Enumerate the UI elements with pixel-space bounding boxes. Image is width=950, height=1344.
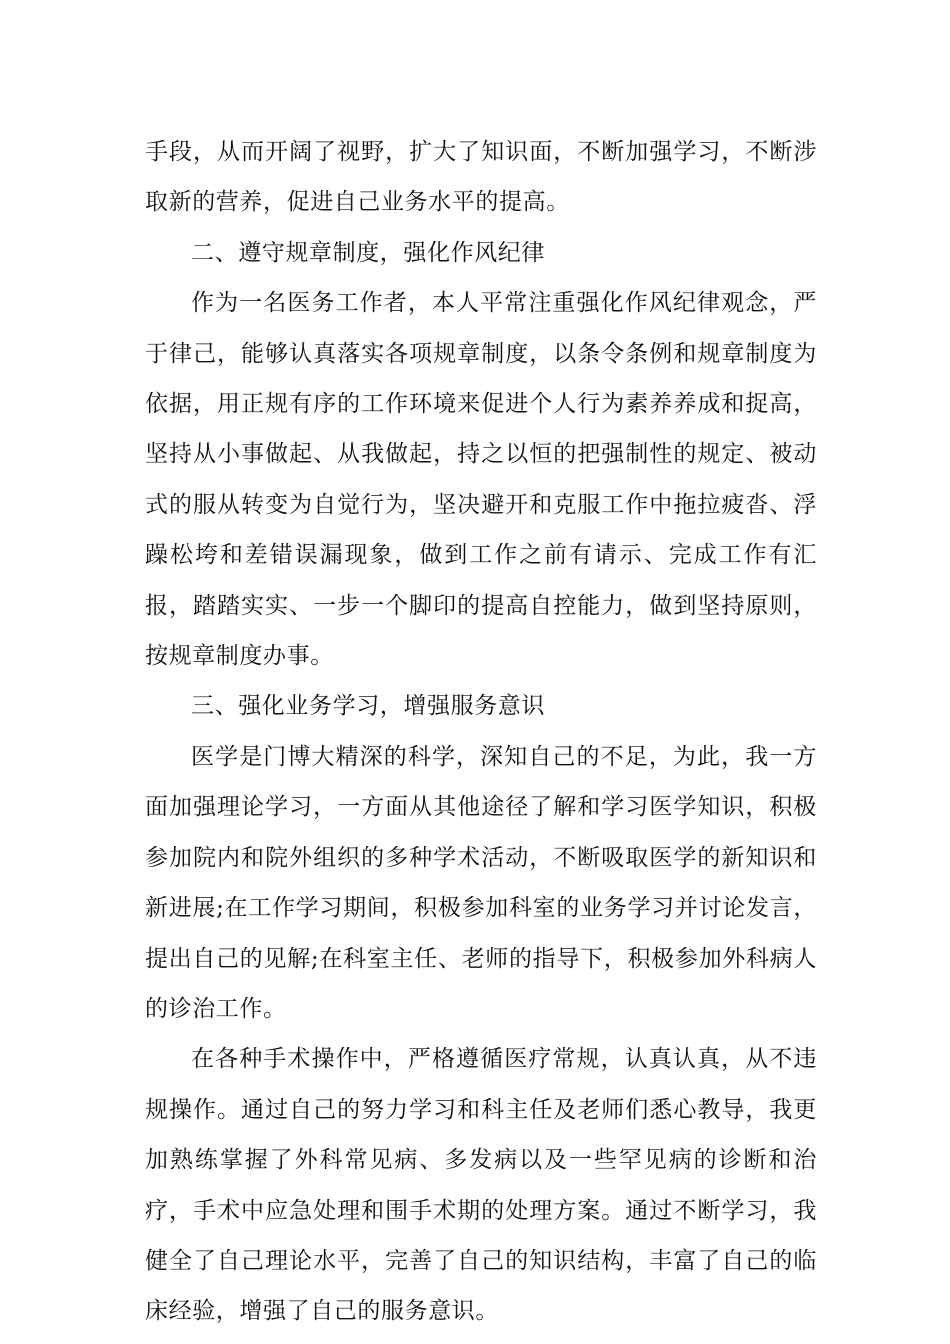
paragraph-study: 医学是门博大精深的科学，深知自己的不足，为此，我一方面加强理论学习，一方面从其他途径了解和学习医学知识，积极参加院内和院外组织的多种学术活动，不断吸取医学的新知识和新进展;在工作学习期间，积极参加科室的业务学习并讨论发言，提出自己的见解;在科室主任、老师的指导下，积极参加外科病人的诊治工作。 xyxy=(145,743,817,1022)
document-page xyxy=(145,127,817,1337)
paragraph-continuation: 手段，从而开阔了视野，扩大了知识面，不断加强学习，不断涉取新的营养，促进自己业务水平的提高。 xyxy=(145,139,817,216)
paragraph-discipline: 作为一名医务工作者，本人平常注重强化作风纪律观念，严于律己，能够认真落实各项规章制度，以条令条例和规章制度为依据，用正规有序的工作环境来促进个人行为素养养成和捉高，坚持从小事做起、从我做起，持之以恒的把强制性的规定、被动式的服从转变为自觉行为，坚决避开和克服工作中拖拉疲沓、浮躁松垮和差错误漏现象，做到工作之前有请示、完成工作有汇报，踏踏实实、一步一个脚印的提高自控能力，做到坚持原则，按规章制度办事。 xyxy=(145,290,817,670)
paragraph-surgery: 在各种手术操作中，严格遵循医疗常规，认真认真，从不违规操作。通过自己的努力学习和科主任及老师们悉心教导，我更加熟练掌握了外科常见病、多发病以及一些罕见病的诊断和治疗，手术中应急处理和围手术期的处理方案。通过不断学习，我健全了自己理论水平，完善了自己的知识结构，丰富了自己的临床经验，增强了自己的服务意识。 xyxy=(145,1046,817,1325)
section-heading-2: 二、遵守规章制度，强化作风纪律 xyxy=(191,239,545,266)
section-heading-3: 三、强化业务学习，增强服务意识 xyxy=(191,693,545,720)
